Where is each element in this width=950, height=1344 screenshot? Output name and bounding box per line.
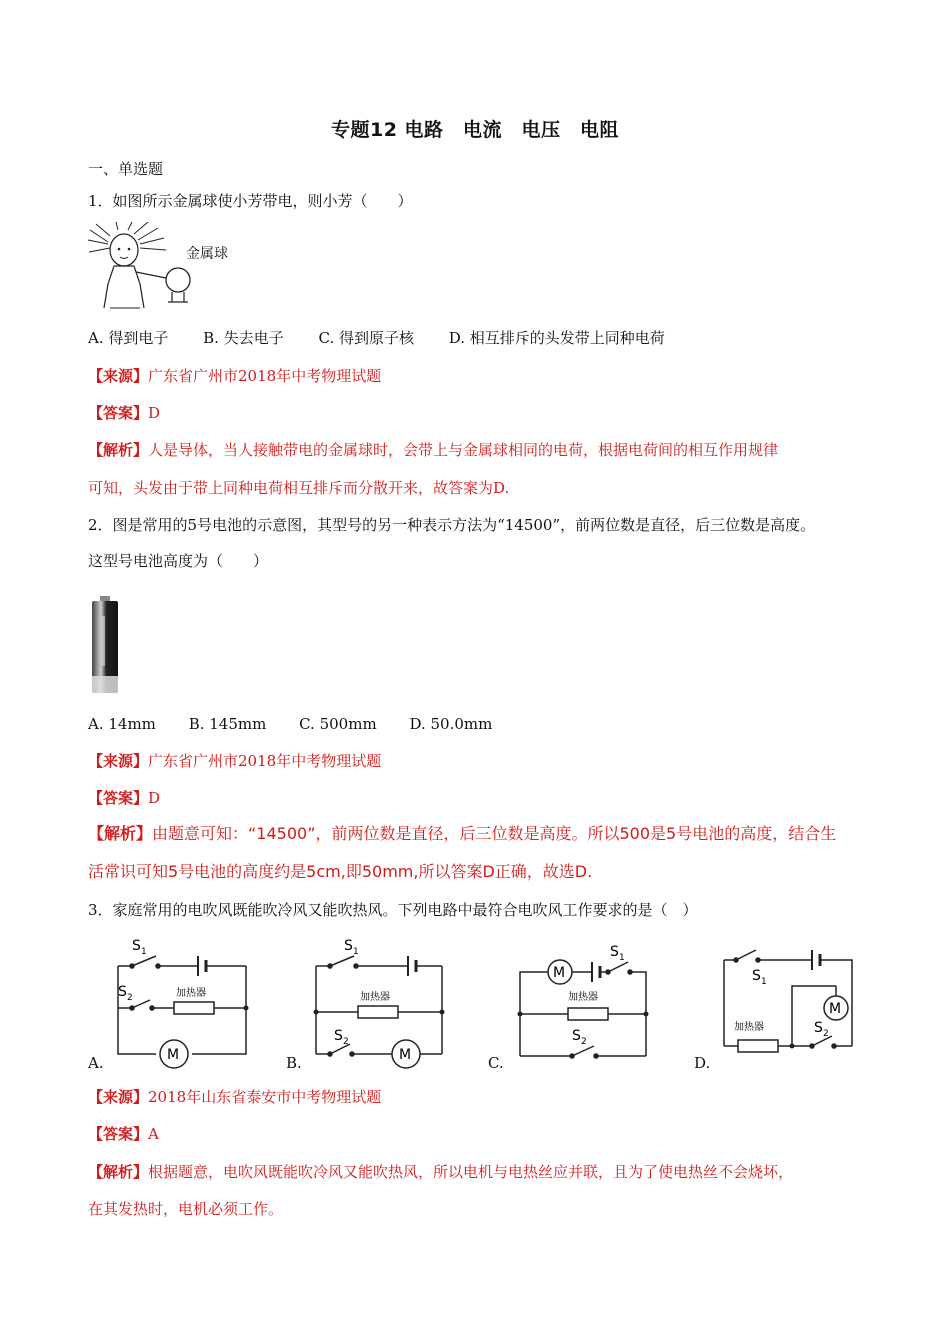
q2-answer-tag: 【答案】 [88,789,149,807]
q1-ball-label: 金属球 [186,246,228,262]
q3-analysis-line2: 在其发热时，电机必须工作。 [88,1200,284,1218]
q2-analysis-tag: 【解析】 [88,824,153,843]
q3-option-d[interactable]: D. [694,1054,711,1072]
page-title: 专题12 电路 电流 电压 电阻 [330,119,620,141]
q3-d-s1-sub: 1 [761,977,767,987]
section-heading: 一、单选题 [88,160,164,178]
q3-d-s2-sub: 2 [823,1029,829,1039]
q1-option-a[interactable]: A. 得到电子 [88,329,169,347]
q1-source-tag: 【来源】 [88,367,149,385]
q2-option-c[interactable]: C. 500mm [299,715,377,733]
q2-source-text: 广东省广州市2018年中考物理试题 [148,752,382,770]
q3-a-s1-sub: 1 [141,947,147,957]
q2-analysis-text-1: 由题意可知：“14500”，前两位数是直径，后三位数是高度。所以500是5号电池的高度，结合生 [152,824,837,843]
q1-options [88,328,695,348]
q3-c-heater: 加热器 [568,992,598,1003]
q3-b-motor: M [399,1047,412,1063]
q3-d-heater: 加热器 [734,1022,764,1033]
q3-option-a[interactable]: A. [88,1054,104,1072]
q1-answer-text: D [148,404,161,422]
q3-source-text: 2018年山东省泰安市中考物理试题 [148,1088,382,1106]
q2-battery-image [88,596,124,696]
q3-option-c[interactable]: C. [488,1054,504,1072]
q3-circuit-b [308,932,453,1072]
q1-answer-tag: 【答案】 [88,404,149,422]
q3-answer [88,1124,159,1144]
q1-option-c[interactable]: C. 得到原子核 [318,329,414,347]
q3-a-motor: M [167,1047,180,1063]
q3-a-s1: S [132,938,141,954]
q1-girl-illustration [88,222,238,312]
q3-c-s2: S [572,1028,581,1044]
q1-analysis-tag: 【解析】 [88,441,149,459]
q3-c-s1-sub: 1 [619,953,625,963]
q3-d-s1: S [752,968,761,984]
q3-circuit-d [716,936,861,1066]
q3-b-s1-sub: 1 [353,947,359,957]
q3-analysis-text-1: 根据题意，电吹风既能吹冷风又能吹热风，所以电机与电热丝应并联，且为了使电热丝不会烧坏， [148,1163,794,1181]
q2-options [88,714,522,734]
q2-stem-line1: 2．图是常用的5号电池的示意图，其型号的另一种表示方法为“14500”，前两位数是直径，后三位数是高度。 [88,516,816,534]
q1-stem: 1．如图所示金属球使小芳带电，则小芳（ ） [88,192,413,210]
q3-option-b[interactable]: B. [286,1054,302,1072]
q2-answer-text: D [148,789,161,807]
q3-c-motor: M [553,965,566,981]
q3-answer-tag: 【答案】 [88,1125,149,1143]
q1-source-text: 广东省广州市2018年中考物理试题 [148,367,382,385]
q3-a-s2: S [118,984,127,1000]
q3-a-heater: 加热器 [176,988,206,999]
q3-answer-text: A [148,1125,159,1143]
q2-analysis-line2: 活常识可知5号电池的高度约是5cm,即50mm,所以答案D正确，故选D. [88,862,593,881]
q3-stem: 3．家庭常用的电吹风既能吹冷风又能吹热风。下列电路中最符合电吹风工作要求的是（ ） [88,901,698,919]
q1-option-d[interactable]: D. 相互排斥的头发带上同种电荷 [448,329,665,347]
q3-d-s2: S [814,1020,823,1036]
q3-source-tag: 【来源】 [88,1088,149,1106]
q2-source [88,751,381,771]
q3-a-s2-sub: 2 [127,993,133,1003]
q1-analysis-line1 [88,440,778,460]
q2-answer [88,788,160,808]
q2-analysis-line1 [88,824,836,844]
q2-stem-line2: 这型号电池高度为（ ） [88,552,269,570]
q1-source [88,366,381,386]
q3-b-s1: S [344,938,353,954]
q2-source-tag: 【来源】 [88,752,149,770]
q2-option-d[interactable]: D. 50.0mm [409,715,493,733]
q1-analysis-text-1: 人是导体，当人接触带电的金属球时，会带上与金属球相同的电荷，根据电荷间的相互作用规律 [148,441,779,459]
q3-b-s2-sub: 2 [343,1037,349,1047]
q3-circuit-a [110,932,255,1072]
q1-answer [88,403,160,423]
q3-d-motor: M [829,1001,842,1017]
q1-analysis-line2: 可知，头发由于带上同种电荷相互排斥而分散开来，故答案为D. [88,479,510,497]
q3-circuit-c [512,944,657,1064]
q3-c-s2-sub: 2 [581,1037,587,1047]
q3-analysis-tag: 【解析】 [88,1163,149,1181]
q3-b-s2: S [334,1028,343,1044]
q3-source [88,1087,381,1107]
q2-option-a[interactable]: A. 14mm [88,715,156,733]
q3-analysis-line1 [88,1162,793,1182]
q3-b-heater: 加热器 [360,992,390,1003]
q1-option-b[interactable]: B. 失去电子 [203,329,284,347]
q3-c-s1: S [610,944,619,960]
q2-option-b[interactable]: B. 145mm [188,715,267,733]
